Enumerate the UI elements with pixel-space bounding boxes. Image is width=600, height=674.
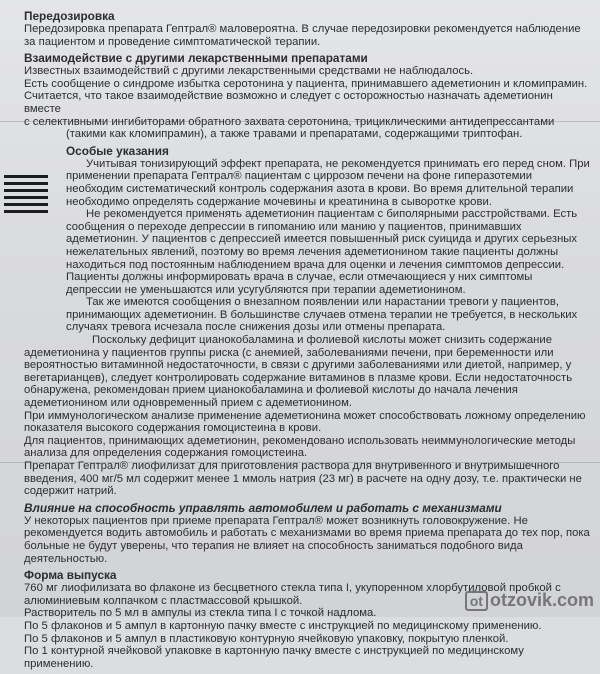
paragraph: Поскольку дефицит цианокобаламина и фолиевой кислоты может снизить содержание адеметионина у пациентов группы риска (с анемией, заболеваниями печени, при беременности или вероятностью витаминной недостаточности, в связи с другими заболеваниями или диетой, например, у вегетарианцев), следует контролировать содержание витаминов в плазме крови. Если недостаточность обнаружена, рекомендован прием цианокобаламина и фолиевой кислоты до начала лечения адеметионином или одновременный прием с адеметионином. — [24, 334, 573, 410]
text-line: с селективными ингибиторами обратного захвата серотонина, трициклическими антидепрессантами — [24, 115, 555, 128]
paragraph: Препарат Гептрал® лиофилизат для приготовления раствора для внутривенного и внутримышечного введения, 400 мг/5 мл содержит менее 1 ммоль натрия (23 мг) в расчете на одну дозу, т.е. практически не содержит натрий. — [24, 460, 582, 498]
text-line: По 5 флаконов и 5 ампул в пластиковую контурную ячейковую упаковку, покрытую пленкой. — [24, 632, 509, 645]
paragraph: Учитывая тонизирующий эффект препарата, не рекомендуется принимать его перед сном. При применении препарата Гептрал® пациентам с циррозом печени на фоне гиперазотемии необходим систематический контроль содержания азота в крови. Во время длительной терапии необходимо определять содержание мочевины и креатинина в сыворотке крови. — [66, 157, 590, 208]
text-line: Известных взаимодействий с другими лекарственными средствами не наблюдалось. — [24, 65, 474, 78]
paragraph: Так же имеются сообщения о внезапном появлении или нарастании тревоги у пациентов, принимающих адеметионин. В большинстве случаев отмена терапии не требуется, в нескольких случаях тревога исчезала после снижения дозы или отмены препарата. — [66, 296, 578, 334]
paragraph: При иммунологическом анализе применение адеметионина может способствовать ложному определению показателя высокого содержания гомоцистеина в крови. — [24, 409, 586, 435]
text-line: 760 мг лиофилизата во флаконе из бесцветного стекла типа I, укупоренном хлорбутиловой пробкой с — [24, 582, 561, 595]
section-title: Влияние на способность управлять автомобилем и работать с механизмами — [24, 500, 502, 515]
paragraph: Для пациентов, принимающих адеметионин, рекомендовано использовать неиммунологические методы анализа для определения содержания гомоцистеина. — [24, 434, 576, 460]
text-line: алюминиевым колпачком с пластмассовой крышкой. — [24, 594, 303, 607]
section-title: Особые указания — [66, 143, 169, 158]
text-line: Растворитель по 5 мл в ампулы из стекла типа I с точкой надлома. — [24, 607, 377, 620]
text-line: Считается, что такое взаимодействие возможно и следует с осторожностью назначать адеметионин вместе — [24, 90, 553, 115]
section-overdose — [24, 10, 590, 48]
section-title: Передозировка — [24, 9, 115, 23]
otzovik-watermark — [465, 590, 594, 611]
section-title: Форма выпуска — [24, 568, 117, 583]
section-interactions — [24, 52, 590, 141]
leaflet-text — [24, 6, 590, 674]
text-line: По 1 контурной ячейковой упаковке в картонную пачку вместе с инструкцией по медицинскому применению. — [24, 645, 524, 670]
text-line: Есть сообщение о синдроме избытка серотонина у пациента, принимавшего адеметионин и кломипрамин. — [24, 77, 588, 90]
section-form — [24, 569, 590, 670]
paragraph: Не рекомендуется применять адеметионин пациентам с биполярными расстройствами. Есть сообщения о переходе депрессии в гипоманию или манию у пациентов, принимавших адеметионин. У пациентов с депрессией имеется повышенный риск суицида и других серьезных нежелательных явлений, поэтому во время лечения адеметионином такие пациенты должны находиться под постоянным наблюдением врача для оценки и лечения симптомов депрессии. Пациенты должны информировать врача в случае, если отмечающиеся у них симптомы депрессии не уменьшаются или усугубляются при терапии адеметионином. — [66, 208, 578, 296]
watermark-text: otzovik.com — [489, 590, 594, 610]
section-title: Взаимодействие с другими лекарственными препаратами — [24, 51, 368, 66]
text-line: за пациентом и проведение симптоматической терапии. — [24, 35, 321, 48]
watermark-logo-icon: ot — [465, 591, 488, 611]
text-line: (такими как кломипрамин), а также травами и препаратами, содержащими триптофан. — [66, 128, 523, 141]
section-special — [24, 145, 590, 498]
text-line: По 5 флаконов и 5 ампул в картонную пачку вместе с инструкцией по медицинскому применению. — [24, 619, 542, 632]
section-driving — [24, 502, 590, 565]
paragraph: У некоторых пациентов при приеме препарата Гептрал® может возникнуть головокружение. Не рекомендуется водить автомобиль и работать с механизмами во время приема препарата до тех пор, пока больные не будут уверены, что терапия не влияет на способность заниматься подобного вида деятельностью. — [24, 514, 590, 565]
text-line: Передозировка препарата Гептрал® маловероятна. В случае передозировки рекомендуется наблюдение — [24, 23, 581, 35]
